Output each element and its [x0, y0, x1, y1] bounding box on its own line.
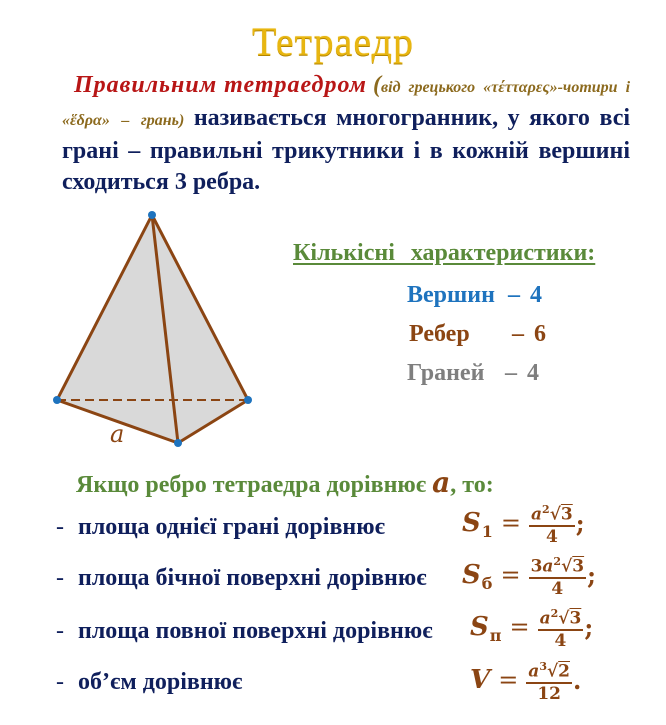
fraction: $\frac{a^3√2}{12}$: [526, 657, 572, 704]
formula-desc-volume: - об’єм дорівнює: [56, 669, 243, 695]
page-title: Тетраедр: [252, 19, 414, 64]
fraction: $\frac{a^2√3}{4}$: [529, 500, 575, 547]
fraction: $\frac{a^2√3}{4}$: [538, 604, 584, 651]
formula-volume: V = $\frac{a^3√2}{12}$ .: [470, 657, 581, 704]
faces-count: Граней – 4: [407, 360, 539, 386]
characteristics-title: Кількісні характеристики:: [293, 240, 596, 266]
formula-lateral-area: S б = $\frac{3a^2√3}{4}$ ;: [462, 552, 596, 599]
definition-text: називається многогранник, у якого всі грані – правильні трикутники і в кожній вершині сходиться 3 ребра.: [62, 105, 631, 195]
condition-line: Якщо ребро тетраедра дорівнює a, то:: [76, 466, 494, 499]
edges-count: Ребер – 6: [409, 321, 546, 347]
formula-desc-face: - площа однієї грані дорівнює: [56, 514, 385, 540]
formula-desc-lateral: - площа бічної поверхні дорівнює: [56, 565, 427, 591]
defined-term: Правильним тетраедром: [74, 72, 367, 98]
formula-total-area: S п = $\frac{a^2√3}{4}$ ;: [470, 604, 593, 651]
fraction: $\frac{3a^2√3}{4}$: [529, 552, 587, 599]
etymology-note: (від грецького «τέτταρες»-чотири і «ἕδρα» – грань): [62, 72, 631, 129]
formula-desc-total: - площа повної поверхні дорівнює: [56, 618, 433, 644]
formula-face-area: S 1 = $\frac{a^2√3}{4}$ ;: [462, 500, 585, 547]
edge-label: a: [110, 420, 125, 448]
vertices-count: Вершин – 4: [407, 282, 542, 308]
